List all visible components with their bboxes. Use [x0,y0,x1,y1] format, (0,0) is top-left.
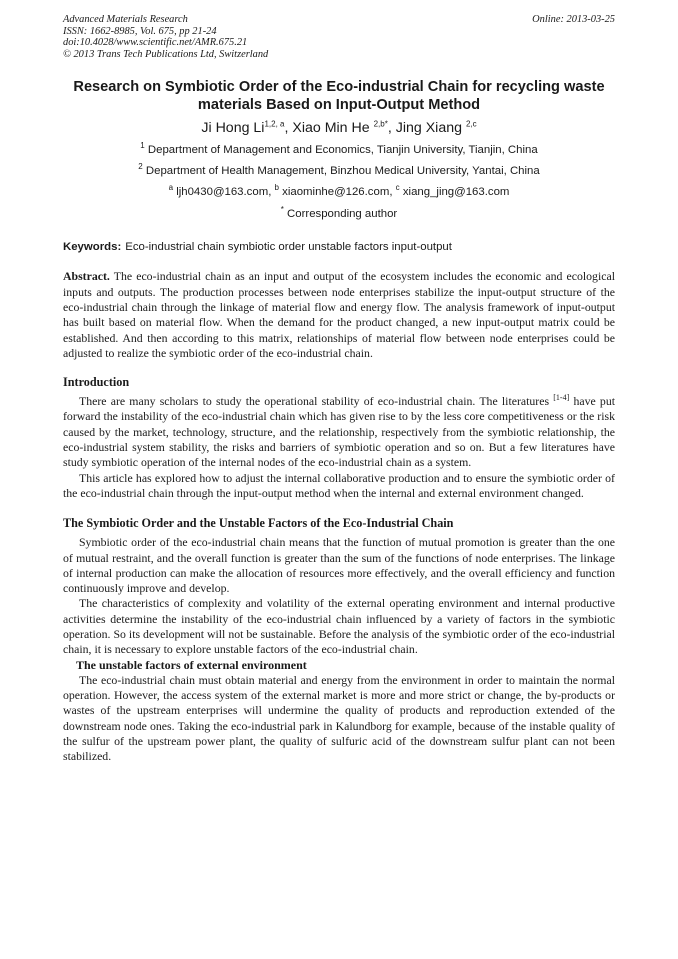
intro-text: have put forward the instability of the eco-industrial chain which has given rise to by the less core competitiveness or the risk caused by the market, technology, structure, and the relationship, respectively from the symbiotic relationship, the eco-industrial system stability, the risks and barriers of symbiotic operation and so on. But a few literatures have study symbiotic operation of the internal nodes of the eco-industrial chain as a system. [63,394,616,470]
journal-issn: ISSN: 1662-8985, Vol. 675, pp 21-24 [63,25,217,37]
intro-paragraph-2: This article has explored how to adjust the internal collaborative production and to ensure the symbiotic order of the eco-industrial chain through the input-output method when the internal and external environment changed. [63,470,615,500]
section-heading-symbiotic-order: The Symbiotic Order and the Unstable Factors of the Eco-Industrial Chain [63,516,454,531]
citation-marker[interactable]: [1-4] [553,393,570,403]
journal-doi[interactable]: doi:10.4028/www.scientific.net/AMR.675.21 [63,37,248,49]
journal-header [63,14,615,60]
keywords-label: Keywords: [63,241,122,254]
email-link[interactable]: xiaominhe@126.com, [282,186,393,199]
corresponding-author-note [63,207,615,221]
affiliation-1 [63,143,615,157]
section2-paragraph-1: Symbiotic order of the eco-industrial chain means that the function of mutual promotion is greater than the one of mutual restraint, and the overall function is greater than the sum of the functions of node enterprises. The linkage of internal production can make the allocation of resources more effectively, and the overall efficiency and function continuously improve and develop. [63,535,615,596]
corresponding-mark: * [280,205,284,215]
affiliation-mark: 1 [140,141,145,151]
author-affiliation-mark: 1,2, a [264,119,285,129]
author-list: Ji Hong Li$^{1,2, a}$, Xiao Min He $^{2,b*}$, Jing Xiang $^{2,c}$ [201,119,477,137]
online-date: Online: 2013-03-25 [532,14,615,25]
keywords-line [63,240,615,254]
affiliation-text: Department of Health Management, Binzhou Medical University, Yantai, China [145,165,540,178]
affiliation-2 [63,164,615,178]
keywords-text: Eco-industrial chain symbiotic order unstable factors input-output [125,241,452,254]
intro-text: There are many scholars to study the operational stability of eco-industrial chain. The literatures [79,394,550,409]
abstract-text: The eco-industrial chain as an input and output of the ecosystem includes the economic and ecological inputs and outputs. The production processes between node enterprises stabilize the input-output structure of the eco-industrial chain through the linkage of material flow and energy flow. The analysis framework of input-output has built based on material flow. When the demand for the product changed, a new input-output matrix could be established. And then according to this matrix, relationships of material flow between node enterprises could be adjusted to realize the symbiotic order of the eco-industrial chain. [63,269,615,360]
affiliation-mark: 2 [138,162,143,172]
email-mark: b [274,183,279,193]
subsection-heading-external-factors: The unstable factors of external environment [76,657,307,672]
author-affiliation-mark: 2,c [465,119,477,129]
section2-paragraph-2: The characteristics of complexity and volatility of the external operating environment and internal productive activities determine the instability of the eco-industrial chain influenced by a variety of factors in the symbiotic operation. So its development will not be sustainable. Before the analysis of the symbiotic order of the eco-industrial chain, it is necessary to explore unstable factors of the eco-industrial chain. [63,596,615,657]
section2-paragraph-3: The eco-industrial chain must obtain material and energy from the environment in order to maintain the normal operation. However, the access system of the external market is more and more strict or change, the by-products or wastes of the upstream enterprises will undermine the quality of products and reproduction extended of the downstream node ones. Taking the eco-industrial park in Kalundborg for example, because of the instable quality of the sulfur of the upstream power plant, the quality of sulfuric acid of the downstream sulfur plant can not been stabilized. [63,672,615,764]
author-name: Xiao Min He [292,120,370,137]
email-mark: a [168,183,174,193]
paper-title: Research on Symbiotic Order of the Eco-industrial Chain for recycling waste materials Based on Input-Output Method [73,79,605,114]
author-emails [63,185,615,199]
abstract-paragraph [63,269,615,361]
email-mark: c [395,183,400,193]
abstract-label: Abstract. [63,269,110,284]
journal-copyright: © 2013 Trans Tech Publications Ltd, Switzerland [63,48,269,60]
corresponding-text: Corresponding author [287,208,398,221]
email-link[interactable]: xiang_jing@163.com [402,186,510,199]
journal-name: Advanced Materials Research [63,14,188,25]
affiliation-text: Department of Management and Economics, Tianjin University, Tianjin, China [147,144,538,157]
email-link[interactable]: ljh0430@163.com, [176,186,272,199]
section-heading-introduction: Introduction [63,375,130,390]
author-name: Jing Xiang [395,120,462,137]
intro-paragraph-1 [63,394,615,470]
author-affiliation-mark: 2,b* [373,119,388,129]
author-name: Ji Hong Li [201,120,265,137]
